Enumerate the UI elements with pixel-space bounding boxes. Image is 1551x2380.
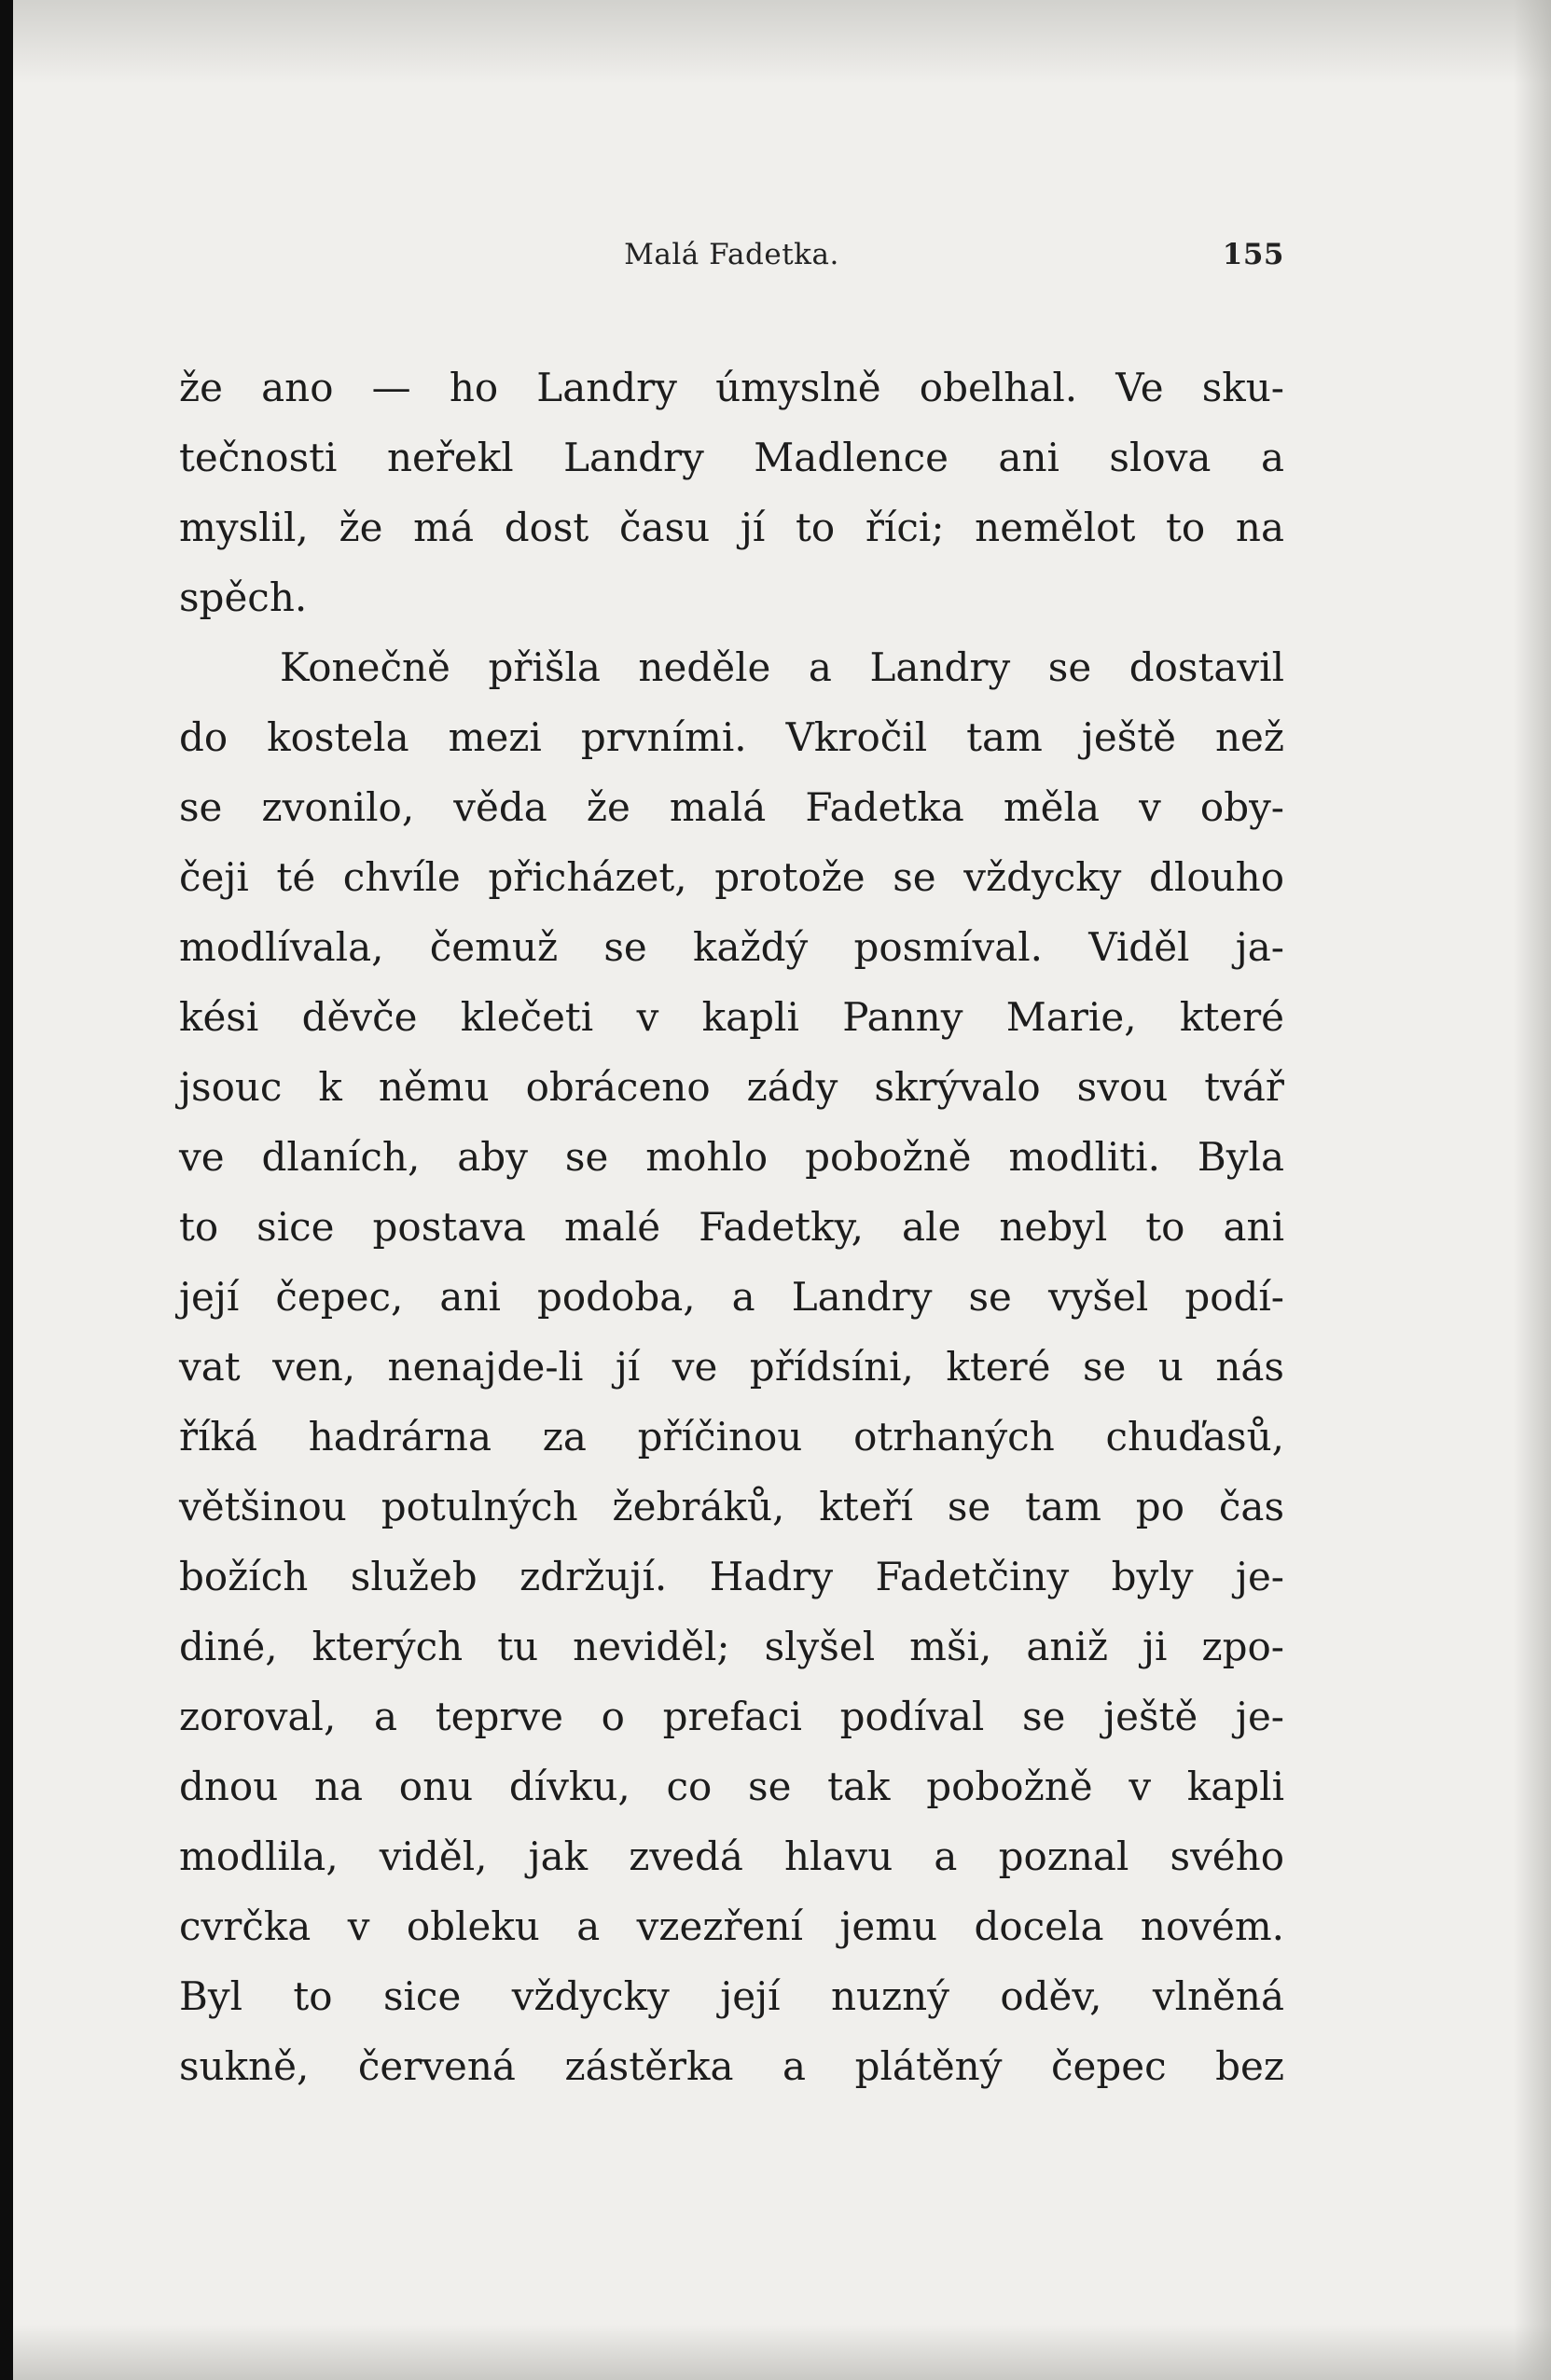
text-line: že ano — ho Landry úmyslně obelhal. Ve sku- — [179, 365, 1284, 410]
text-line: jsouc k němu obráceno zády skrývalo svou tvář — [179, 1064, 1284, 1110]
text-line: spěch. — [179, 574, 308, 620]
text-line: tečnosti neřekl Landry Madlence ani slova a — [179, 435, 1284, 480]
text-line: Konečně přišla neděle a Landry se dostavil — [280, 644, 1284, 690]
running-title: Malá Fadetka. — [624, 238, 839, 271]
text-line: zoroval, a teprve o prefaci podíval se ještě je- — [179, 1694, 1284, 1739]
text-line: její čepec, ani podoba, a Landry se vyšel podí- — [179, 1274, 1284, 1320]
book-page — [13, 0, 1551, 2380]
text-line: se zvonilo, věda že malá Fadetka měla v oby- — [179, 784, 1284, 830]
page-shadow-bottom — [13, 2324, 1551, 2380]
page-shadow-top — [13, 0, 1551, 84]
text-line: kési děvče klečeti v kapli Panny Marie, které — [179, 994, 1284, 1040]
text-line: většinou potulných žebráků, kteří se tam po čas — [179, 1484, 1284, 1529]
scan-binding-edge — [0, 0, 13, 2380]
running-header — [179, 238, 1284, 284]
text-line: vat ven, nenajde-li jí ve přídsíni, které se u nás — [179, 1344, 1284, 1390]
text-line: ve dlaních, aby se mohlo pobožně modliti. Byla — [179, 1134, 1284, 1180]
page-number: 155 — [1222, 238, 1284, 271]
text-line: modlila, viděl, jak zvedá hlavu a poznal svého — [179, 1833, 1284, 1879]
text-line: do kostela mezi prvními. Vkročil tam ještě než — [179, 714, 1284, 760]
text-line: diné, kterých tu neviděl; slyšel mši, aniž ji zpo- — [179, 1624, 1284, 1669]
text-line: dnou na onu dívku, co se tak pobožně v kapli — [179, 1764, 1284, 1809]
text-line: modlívala, čemuž se každý posmíval. Viděl ja- — [179, 924, 1284, 970]
text-line: to sice postava malé Fadetky, ale nebyl to ani — [179, 1204, 1284, 1250]
text-line: čeji té chvíle přicházet, protože se vždycky dlouho — [179, 854, 1284, 900]
body-text — [179, 353, 1284, 2101]
page-shadow-right — [1514, 0, 1551, 2380]
text-line: myslil, že má dost času jí to říci; nemělot to na — [179, 505, 1284, 550]
text-line: cvrčka v obleku a vzezření jemu docela novém. — [179, 1903, 1284, 1949]
text-line: říká hadrárna za příčinou otrhaných chuďasů, — [179, 1414, 1284, 1460]
text-line: božích služeb zdržují. Hadry Fadetčiny byly je- — [179, 1554, 1284, 1599]
text-line: Byl to sice vždycky její nuzný oděv, vlněná — [179, 1973, 1284, 2019]
text-line: sukně, červená zástěrka a plátěný čepec bez — [179, 2043, 1284, 2089]
